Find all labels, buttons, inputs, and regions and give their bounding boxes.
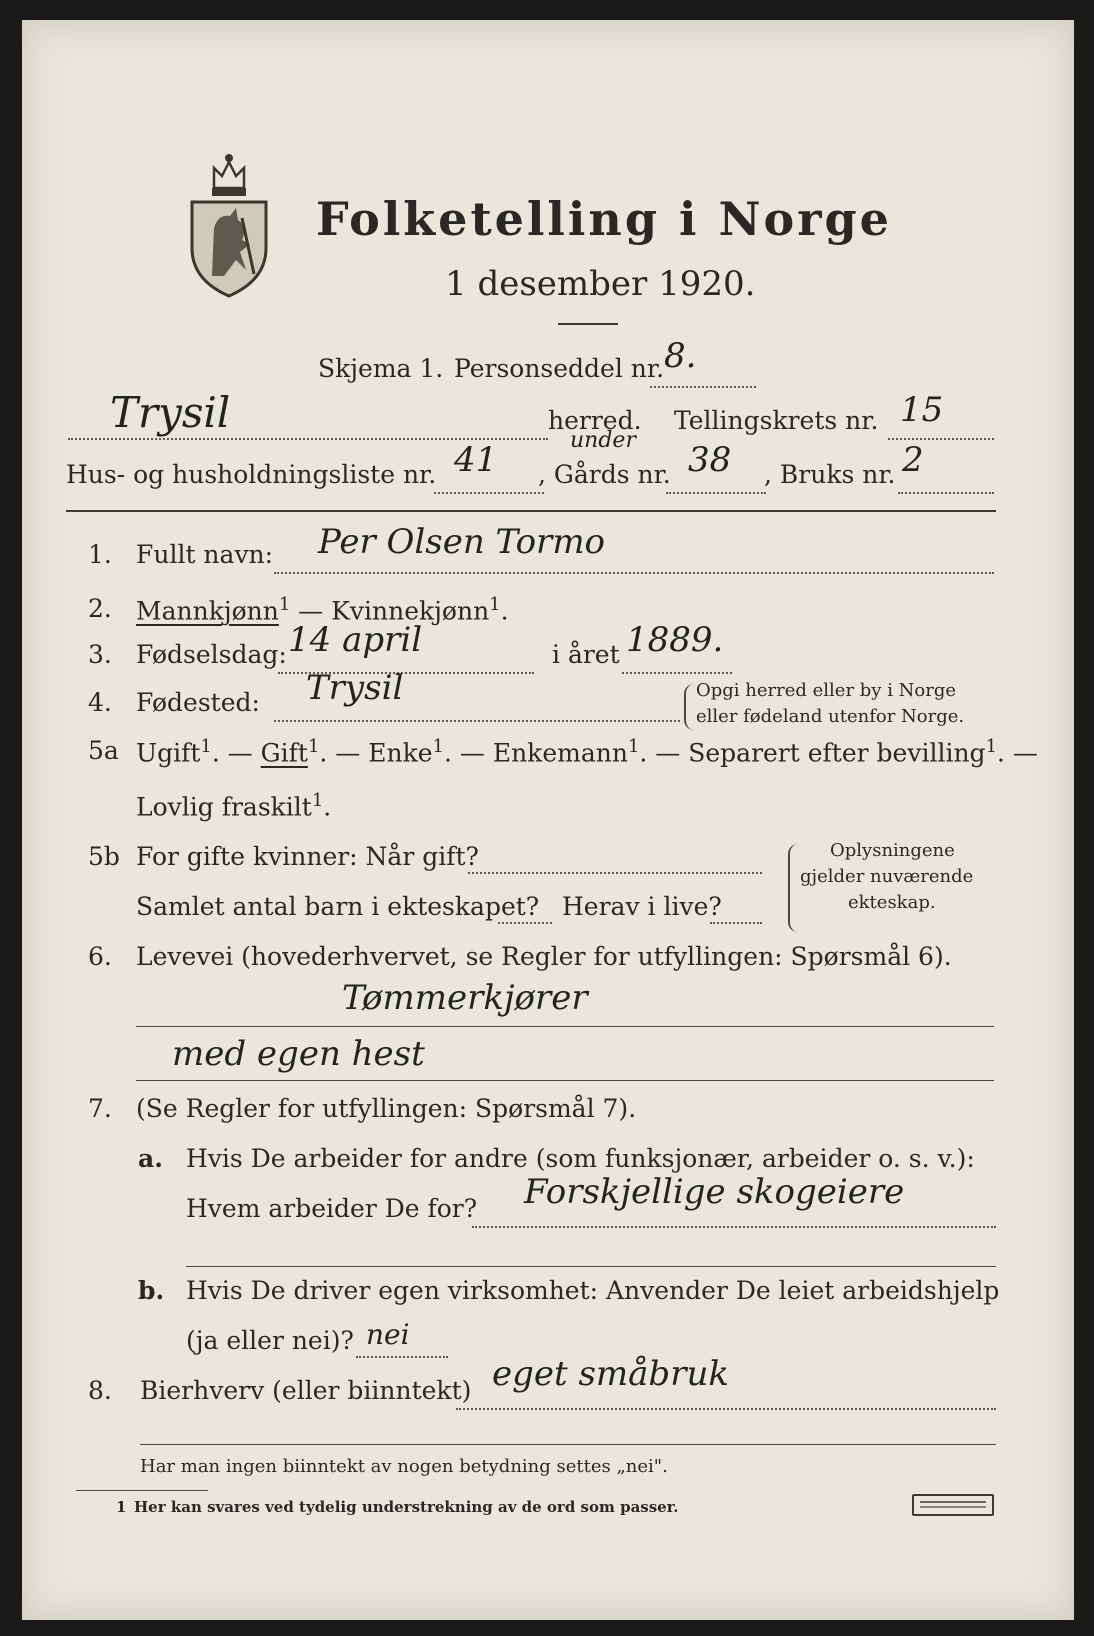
herred-label: herred.: [548, 406, 642, 435]
footnote-mark: 1: [116, 1498, 127, 1516]
form-title: Folketelling i Norge: [316, 192, 892, 246]
q5b-note-2: gjelder nuværende: [800, 866, 974, 887]
header-divider: [66, 510, 996, 512]
occupation-value-2[interactable]: med egen hest: [172, 1034, 425, 1074]
q7a-letter: a.: [138, 1144, 163, 1173]
bruks-label: , Bruks nr.: [764, 460, 896, 489]
footnote-divider: [76, 1490, 208, 1491]
title-divider: [558, 323, 618, 325]
footer-note: Har man ingen biinntekt av nogen betydning settes „nei".: [140, 1456, 668, 1477]
marital-divorced-line: Lovlig fraskilt$^1$.: [136, 790, 332, 822]
q4-number: 4.: [88, 688, 112, 717]
q7b-letter: b.: [138, 1276, 165, 1305]
coat-of-arms-icon: [184, 148, 274, 300]
marital-divorced-option[interactable]: Lovlig fraskilt: [136, 792, 312, 822]
skjema-label: Skjema 1.: [318, 354, 444, 383]
marital-options: Ugift$^1$. — Gift$^1$. — Enke$^1$. — Enkemann$^1$. — Separert efter bevilling$^1$. —: [136, 736, 1038, 768]
q4-brace: [684, 684, 694, 730]
q8-line: [456, 1408, 996, 1410]
husliste-value[interactable]: 41: [454, 440, 498, 480]
birthplace-value[interactable]: Trysil: [306, 668, 404, 708]
census-date: 1 desember 1920.: [445, 264, 756, 304]
q5b-note-3: ekteskap.: [848, 892, 936, 913]
q3-label: Fødselsdag:: [136, 640, 287, 669]
marital-widow-option[interactable]: Enke: [368, 738, 433, 768]
tellingskrets-value[interactable]: 15: [900, 390, 944, 430]
husliste-label: Hus- og husholdningsliste nr.: [66, 460, 437, 489]
q6-line-2: [136, 1080, 994, 1081]
census-form: [22, 20, 1074, 1620]
q5b-number: 5b: [88, 842, 120, 871]
occupation-value-1[interactable]: Tømmerkjører: [342, 978, 588, 1018]
herred-value[interactable]: Trysil: [110, 388, 231, 437]
gender-female-option[interactable]: Kvinnekjønn: [331, 596, 490, 626]
q5b-note-1: Oplysningene: [830, 840, 955, 861]
printer-stamp: [912, 1494, 994, 1516]
q7a-label: Hvis De arbeider for andre (som funksjonær, arbeider o. s. v.):: [186, 1144, 975, 1173]
side-income-value[interactable]: eget småbruk: [492, 1354, 729, 1394]
marital-married-option[interactable]: Gift: [260, 738, 308, 768]
footnote-text: Her kan svares ved tydelig understrekning av de ord som passer.: [134, 1498, 679, 1516]
q6-line-1: [136, 1026, 994, 1027]
year-line: [622, 672, 732, 674]
gender-options: Mannkjønn$^1$ — Kvinnekjønn$^1$.: [136, 594, 509, 626]
birth-year-value[interactable]: 1889.: [626, 620, 724, 660]
q5b-married-when-label: For gifte kvinner: Når gift?: [136, 842, 479, 871]
personseddel-label: Personseddel nr.: [454, 354, 665, 383]
q1-line: [274, 572, 994, 574]
year-label: i året: [552, 640, 620, 669]
gards-value[interactable]: 38: [688, 440, 732, 480]
q7-label: (Se Regler for utfyllingen: Spørsmål 7).: [136, 1094, 637, 1123]
q5b-married-when-line[interactable]: [468, 872, 762, 874]
q7a-line-2: [186, 1266, 996, 1267]
employer-value[interactable]: Forskjellige skogeiere: [524, 1172, 905, 1212]
q5b-children-label: Samlet antal barn i ekteskapet?: [136, 892, 540, 921]
husliste-line: [434, 492, 544, 494]
q7b-yes-no-label: (ja eller nei)?: [186, 1326, 354, 1355]
q7a-employer-label: Hvem arbeider De for?: [186, 1194, 478, 1223]
q8-line-2: [140, 1444, 996, 1445]
q6-label: Levevei (hovederhvervet, se Regler for utfyllingen: Spørsmål 6).: [136, 942, 952, 971]
gender-male-option[interactable]: Mannkjønn: [136, 596, 279, 626]
bruks-line: [898, 492, 994, 494]
q6-number: 6.: [88, 942, 112, 971]
q5a-number: 5a: [88, 736, 119, 765]
q4-note-1: Opgi herred eller by i Norge: [696, 680, 957, 701]
gards-label: , Gårds nr.: [538, 460, 671, 489]
gards-above-note: under: [570, 428, 636, 453]
q5b-children-line[interactable]: [498, 922, 552, 924]
tellingskrets-label: Tellingskrets nr.: [674, 406, 879, 435]
q4-label: Fødested:: [136, 688, 260, 717]
q5b-alive-label: Herav i live?: [562, 892, 722, 921]
q7-number: 7.: [88, 1094, 112, 1123]
q5b-alive-line[interactable]: [710, 922, 762, 924]
q7b-label: Hvis De driver egen virksomhet: Anvender De leiet arbeidshjelp: [186, 1276, 1000, 1305]
personseddel-value[interactable]: 8.: [664, 336, 697, 376]
q4-line: [274, 720, 680, 722]
full-name-value[interactable]: Per Olsen Tormo: [318, 522, 606, 562]
q7b-line: [356, 1356, 448, 1358]
marital-unmarried-option[interactable]: Ugift: [136, 738, 201, 768]
q8-number: 8.: [88, 1376, 112, 1405]
q7a-employer-line: [472, 1226, 996, 1228]
personseddel-line: [650, 386, 756, 388]
q5b-brace: [788, 844, 800, 932]
q8-label: Bierhverv (eller biinntekt): [140, 1376, 472, 1405]
marital-separated-option[interactable]: Separert efter bevilling: [688, 738, 986, 768]
q1-number: 1.: [88, 540, 112, 569]
birthday-value[interactable]: 14 april: [288, 620, 423, 660]
bruks-value[interactable]: 2: [902, 440, 924, 480]
q2-number: 2.: [88, 594, 112, 623]
gards-line: [666, 492, 766, 494]
hired-help-value[interactable]: nei: [366, 1318, 410, 1351]
q4-note-2: eller fødeland utenfor Norge.: [696, 706, 965, 727]
marital-widower-option[interactable]: Enkemann: [492, 738, 628, 768]
q1-label: Fullt navn:: [136, 540, 274, 569]
q3-number: 3.: [88, 640, 112, 669]
